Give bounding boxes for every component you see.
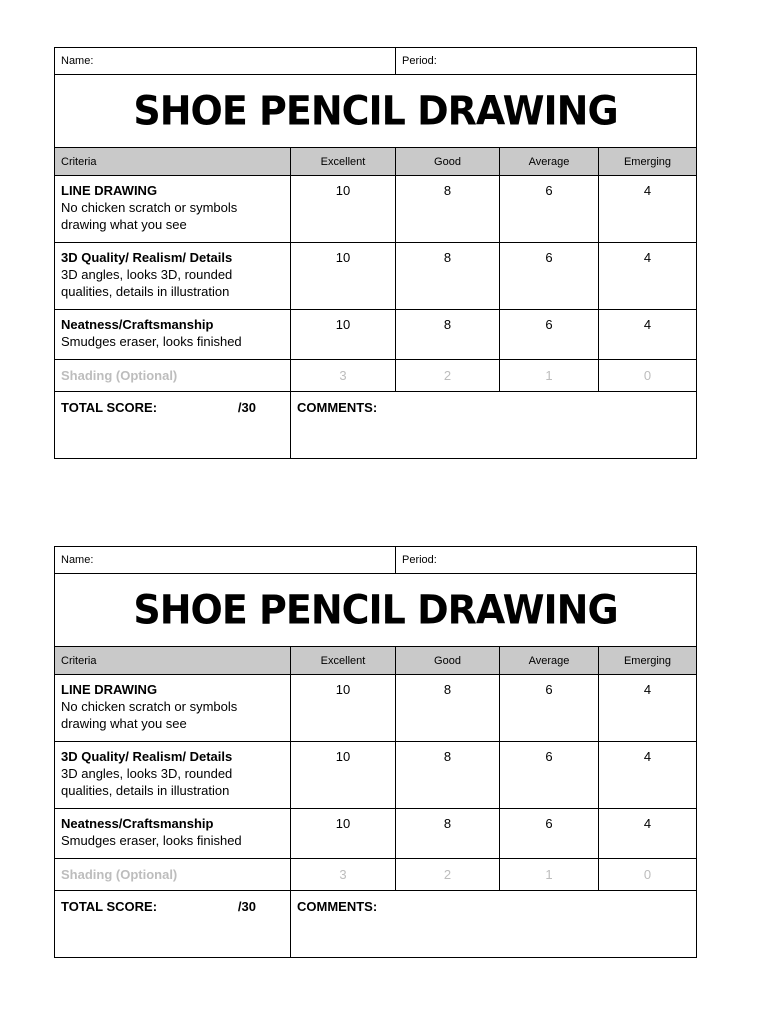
header-good: Good [396,148,500,176]
criteria-name: Neatness/Craftsmanship [61,317,214,332]
score-excellent: 10 [291,742,396,809]
period-label: Period: [402,55,437,67]
criteria-desc-line2: drawing what you see [61,716,187,731]
score-average: 6 [500,310,599,360]
score-emerging: 4 [599,243,697,310]
rubric-table-2 [54,546,697,958]
criteria-desc-line1: Smudges eraser, looks finished [61,334,242,349]
score-good: 8 [396,243,500,310]
comments-label: COMMENTS: [297,400,378,415]
comments-field[interactable] [291,392,697,459]
criteria-row-neatness [55,809,697,859]
name-label: Name: [61,55,94,67]
criteria-row-3d-quality [55,243,697,310]
criteria-desc-line1: 3D angles, looks 3D, rounded [61,267,233,282]
shading-label: Shading (Optional) [55,360,291,392]
score-emerging: 4 [599,310,697,360]
score-average: 6 [500,809,599,859]
criteria-row-line-drawing [55,675,697,742]
comments-label: COMMENTS: [297,899,378,914]
criteria-desc-line2: drawing what you see [61,217,187,232]
total-score-label: TOTAL SCORE: [61,400,158,415]
shading-score-emerging: 0 [599,360,697,392]
score-excellent: 10 [291,243,396,310]
score-good: 8 [396,310,500,360]
criteria-desc-line1: No chicken scratch or symbols [61,200,238,215]
header-emerging: Emerging [599,647,697,675]
score-average: 6 [500,675,599,742]
criteria-desc-line1: Smudges eraser, looks finished [61,833,242,848]
criteria-name: Neatness/Craftsmanship [61,816,214,831]
criteria-desc-line2: qualities, details in illustration [61,284,230,299]
score-excellent: 10 [291,675,396,742]
shading-score-good: 2 [396,859,500,891]
total-score-field[interactable] [55,392,291,459]
criteria-name: LINE DRAWING [61,183,158,198]
shading-score-good: 2 [396,360,500,392]
rubric-title-cell [55,75,697,148]
score-good: 8 [396,809,500,859]
criteria-desc-line1: No chicken scratch or symbols [61,699,238,714]
shading-score-excellent: 3 [291,859,396,891]
criteria-row-shading [55,859,697,891]
criteria-cell [55,809,291,859]
period-label: Period: [402,554,437,566]
header-emerging: Emerging [599,148,697,176]
score-emerging: 4 [599,176,697,243]
criteria-row-neatness [55,310,697,360]
criteria-cell [55,176,291,243]
period-field[interactable] [396,48,697,75]
score-excellent: 10 [291,310,396,360]
rubric-title-cell [55,574,697,647]
score-good: 8 [396,742,500,809]
score-good: 8 [396,176,500,243]
criteria-row-shading [55,360,697,392]
shading-score-excellent: 3 [291,360,396,392]
criteria-name: LINE DRAWING [61,682,158,697]
score-emerging: 4 [599,675,697,742]
shading-score-average: 1 [500,360,599,392]
name-field[interactable] [55,48,396,75]
criteria-cell [55,742,291,809]
criteria-desc-line2: qualities, details in illustration [61,783,230,798]
name-field[interactable] [55,547,396,574]
comments-field[interactable] [291,891,697,958]
score-good: 8 [396,675,500,742]
period-field[interactable] [396,547,697,574]
score-average: 6 [500,742,599,809]
total-score-max: /30 [237,899,256,914]
total-score-label: TOTAL SCORE: [61,899,158,914]
header-average: Average [500,148,599,176]
shading-score-average: 1 [500,859,599,891]
criteria-name: 3D Quality/ Realism/ Details [61,749,233,764]
score-average: 6 [500,176,599,243]
rubric-title: SHOE PENCIL DRAWING [133,586,618,634]
criteria-cell [55,310,291,360]
header-good: Good [396,647,500,675]
rubric-title: SHOE PENCIL DRAWING [133,87,618,135]
criteria-row-line-drawing [55,176,697,243]
criteria-name: 3D Quality/ Realism/ Details [61,250,233,265]
header-excellent: Excellent [291,148,396,176]
total-score-max: /30 [237,400,256,415]
criteria-desc-line1: 3D angles, looks 3D, rounded [61,766,233,781]
header-average: Average [500,647,599,675]
rubric-table-1 [54,47,697,459]
score-excellent: 10 [291,809,396,859]
header-criteria: Criteria [55,148,291,176]
criteria-row-3d-quality [55,742,697,809]
total-score-field[interactable] [55,891,291,958]
name-label: Name: [61,554,94,566]
shading-label: Shading (Optional) [55,859,291,891]
score-average: 6 [500,243,599,310]
score-emerging: 4 [599,742,697,809]
score-emerging: 4 [599,809,697,859]
shading-score-emerging: 0 [599,859,697,891]
score-excellent: 10 [291,176,396,243]
header-excellent: Excellent [291,647,396,675]
criteria-cell [55,243,291,310]
criteria-cell [55,675,291,742]
header-criteria: Criteria [55,647,291,675]
